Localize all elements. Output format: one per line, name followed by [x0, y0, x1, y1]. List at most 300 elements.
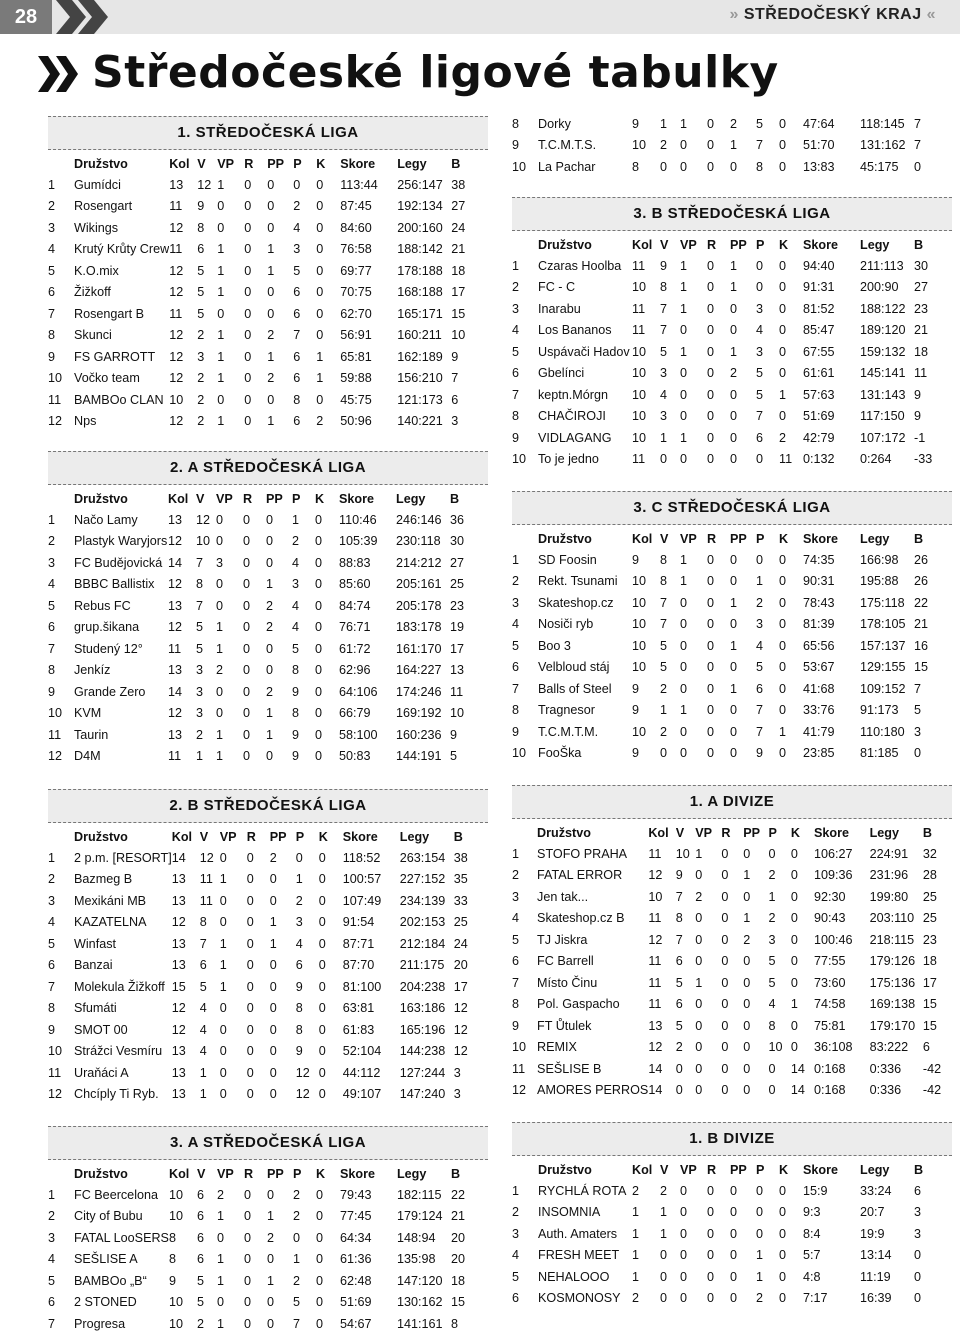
- table-cell: 1: [730, 681, 738, 696]
- table-cell: 109:36: [814, 868, 853, 883]
- table-cell: 7: [914, 681, 922, 696]
- column-header: B: [450, 1166, 461, 1181]
- table-cell: 5: [292, 1295, 300, 1310]
- table-cell: 205:178: [396, 598, 442, 613]
- table-cell: 4: [295, 936, 303, 951]
- table-cell: 10: [512, 746, 527, 761]
- table-cell: 11: [48, 727, 62, 742]
- table-cell: 0: [779, 366, 787, 381]
- table-row: [512, 277, 944, 299]
- team-name: T.C.M.T.S.: [538, 138, 597, 153]
- table-cell: 0: [316, 199, 324, 214]
- table-cell: 15: [171, 979, 186, 994]
- table-cell: 0: [914, 1248, 922, 1263]
- table-cell: 0: [243, 1273, 251, 1288]
- table-cell: 1: [660, 703, 668, 718]
- table-cell: 4: [292, 598, 300, 613]
- table-cell: 26: [914, 552, 929, 567]
- table-cell: 1: [48, 1187, 56, 1202]
- table-cell: 2: [266, 1230, 274, 1245]
- team-name: Gumídci: [74, 177, 121, 192]
- table-row: [512, 406, 944, 428]
- column-header: PP: [267, 156, 284, 171]
- column-header: Skore: [340, 156, 376, 171]
- table-cell: 211:175: [399, 958, 445, 973]
- league-title: 1. STŘEDOČESKÁ LIGA: [48, 116, 488, 150]
- standings-table: [512, 113, 944, 178]
- table-cell: 51:70: [803, 138, 835, 153]
- table-cell: 263:154: [399, 850, 446, 865]
- table-cell: 1: [216, 1273, 224, 1288]
- table-cell: 33: [453, 893, 468, 908]
- table-cell: 0: [216, 598, 224, 613]
- table-cell: 5: [450, 749, 458, 764]
- table-cell: 3: [756, 617, 764, 632]
- table-cell: 0: [695, 1040, 703, 1055]
- table-row: [512, 427, 944, 449]
- table-row: [512, 843, 952, 865]
- table-cell: 7: [512, 387, 520, 402]
- table-cell: 7: [512, 975, 520, 990]
- table-cell: 9: [632, 681, 640, 696]
- standings-table: [512, 528, 944, 764]
- table-cell: 0: [244, 285, 252, 300]
- column-header: P: [295, 829, 305, 844]
- table-cell: 0: [246, 872, 254, 887]
- column-header: [512, 528, 538, 549]
- table-cell: 67:55: [803, 344, 835, 359]
- table-row: [512, 1015, 952, 1037]
- table-row: [512, 1037, 952, 1059]
- table-cell: 5: [914, 703, 922, 718]
- table-cell: 14: [168, 555, 183, 570]
- league-3a-continued: [512, 110, 952, 178]
- team-name: Balls of Steel: [538, 681, 612, 696]
- table-cell: 0: [315, 577, 323, 592]
- table-cell: 0: [695, 1061, 703, 1076]
- table-cell: 50:83: [339, 749, 371, 764]
- table-cell: 1: [756, 1269, 764, 1284]
- column-header: V: [197, 156, 206, 171]
- table-cell: 0: [730, 1205, 738, 1220]
- table-cell: 0: [315, 1295, 323, 1310]
- table-cell: 11: [168, 641, 182, 656]
- table-cell: 33:24: [860, 1183, 892, 1198]
- table-cell: 7: [293, 328, 301, 343]
- table-cell: 230:118: [396, 534, 441, 549]
- table-cell: 6: [295, 958, 303, 973]
- team-name: Boo 3: [538, 638, 571, 653]
- table-cell: 0: [680, 660, 688, 675]
- team-name: Místo Činu: [537, 975, 598, 990]
- table-cell: 1: [216, 1316, 224, 1331]
- table-cell: 8:4: [803, 1226, 821, 1241]
- table-row: [512, 156, 944, 178]
- table-cell: 1: [730, 344, 738, 359]
- team-name: keptn.Mórgn: [538, 387, 609, 402]
- table-cell: 9: [512, 724, 520, 739]
- team-name: RYCHLÁ ROTA: [538, 1183, 627, 1198]
- table-cell: 11: [648, 975, 662, 990]
- table-cell: 105:39: [339, 534, 378, 549]
- table-cell: 52:104: [342, 1044, 382, 1059]
- table-cell: 0: [243, 1187, 251, 1202]
- table-cell: 0: [315, 1187, 323, 1202]
- table-cell: 0: [756, 258, 764, 273]
- table-row: [512, 1223, 944, 1245]
- table-cell: 145:141: [860, 366, 906, 381]
- table-cell: 2: [216, 663, 224, 678]
- table-cell: 0: [266, 555, 274, 570]
- table-cell: 0: [219, 1065, 227, 1080]
- chevron-left-icon: «: [926, 6, 936, 23]
- table-cell: 0: [318, 1022, 326, 1037]
- table-cell: 0: [315, 534, 323, 549]
- column-header: Skore: [339, 491, 375, 506]
- table-cell: 6: [48, 1295, 56, 1310]
- table-cell: 90:43: [814, 911, 846, 926]
- table-cell: 0:168: [814, 1061, 846, 1076]
- table-cell: 0: [660, 746, 668, 761]
- table-cell: 0: [243, 706, 251, 721]
- team-name: CHAČIROJI: [538, 409, 606, 424]
- table-row: [512, 1058, 952, 1080]
- table-cell: 3: [451, 414, 459, 429]
- table-row: [512, 135, 944, 157]
- column-header: P: [756, 531, 765, 546]
- table-cell: 3: [512, 301, 520, 316]
- table-cell: 84:74: [339, 598, 371, 613]
- table-cell: 12: [648, 1040, 663, 1055]
- table-cell: 107:172: [860, 430, 906, 445]
- table-row: [512, 449, 944, 471]
- table-cell: 85:47: [803, 323, 835, 338]
- team-name: Studený 12°: [74, 641, 143, 656]
- table-cell: 4: [512, 323, 520, 338]
- table-cell: 7: [675, 932, 683, 947]
- table-cell: 81:100: [342, 979, 382, 994]
- table-cell: 0: [743, 997, 751, 1012]
- table-row: [512, 865, 952, 887]
- table-cell: 0: [790, 846, 798, 861]
- table-cell: 13: [171, 893, 186, 908]
- table-cell: 0: [707, 574, 715, 589]
- table-cell: 11: [169, 199, 183, 214]
- table-cell: 0: [680, 1248, 688, 1263]
- table-cell: 9: [292, 727, 300, 742]
- table-cell: 74:58: [814, 997, 846, 1012]
- table-cell: 3: [660, 409, 668, 424]
- table-cell: 9: [632, 703, 640, 718]
- column-header: Družstvo: [74, 491, 128, 506]
- table-header-row: [512, 822, 952, 843]
- table-cell: 7: [756, 703, 764, 718]
- table-cell: 12: [168, 534, 183, 549]
- column-header: K: [779, 237, 789, 252]
- table-cell: 6: [512, 660, 520, 675]
- table-cell: 4: [660, 387, 668, 402]
- table-cell: 129:155: [860, 660, 906, 675]
- table-cell: 15: [922, 1018, 937, 1033]
- table-cell: 121:173: [397, 392, 443, 407]
- table-cell: 5: [292, 641, 300, 656]
- table-cell: 0: [707, 552, 715, 567]
- team-name: SEŠLISE B: [537, 1061, 602, 1076]
- table-cell: 0: [219, 893, 227, 908]
- table-cell: 1: [48, 850, 56, 865]
- table-cell: 6: [293, 414, 301, 429]
- table-cell: 188:142: [397, 242, 443, 257]
- table-row: [512, 384, 944, 406]
- table-cell: 148:94: [396, 1230, 436, 1245]
- table-cell: 0: [269, 1022, 277, 1037]
- table-cell: 0: [721, 932, 729, 947]
- table-cell: 66:79: [339, 706, 371, 721]
- table-cell: 0: [730, 617, 738, 632]
- page-title: Středočeské ligové tabulky: [92, 47, 779, 98]
- table-cell: 1: [680, 552, 688, 567]
- table-cell: 2: [768, 911, 776, 926]
- table-cell: 1: [695, 846, 703, 861]
- table-cell: 65:81: [340, 349, 372, 364]
- table-cell: 6: [675, 997, 683, 1012]
- table-cell: 10: [48, 371, 63, 386]
- column-header: PP: [266, 1166, 284, 1181]
- table-cell: 0: [216, 706, 224, 721]
- table-cell: 2: [267, 371, 275, 386]
- table-cell: 25: [922, 889, 937, 904]
- table-cell: 0: [243, 1209, 251, 1224]
- team-name: TJ Jiskra: [537, 932, 588, 947]
- column-header: K: [779, 1162, 789, 1177]
- league-2b: [48, 789, 488, 1105]
- column-header: [48, 826, 74, 847]
- table-cell: 1: [660, 430, 668, 445]
- table-cell: 1: [267, 349, 275, 364]
- table-cell: 49:107: [342, 1087, 382, 1102]
- table-cell: 3: [453, 1087, 461, 1102]
- table-cell: 130:162: [396, 1295, 443, 1310]
- table-cell: 0: [779, 681, 787, 696]
- table-cell: 3: [756, 301, 764, 316]
- table-cell: 5: [756, 387, 764, 402]
- table-cell: 13:83: [803, 159, 835, 174]
- table-cell: 0: [768, 846, 776, 861]
- table-cell: 0: [707, 1226, 715, 1241]
- table-cell: 1: [267, 414, 275, 429]
- table-cell: 4: [199, 1044, 207, 1059]
- division-1b: [512, 1122, 952, 1309]
- table-cell: 16: [914, 638, 929, 653]
- table-row: [48, 574, 480, 596]
- table-cell: 106:27: [814, 846, 853, 861]
- table-cell: 174:246: [396, 684, 442, 699]
- column-header: [512, 234, 538, 255]
- table-cell: 1: [217, 414, 225, 429]
- table-cell: 45:175: [860, 159, 899, 174]
- table-cell: 0: [680, 1269, 688, 1284]
- table-cell: 8: [295, 1001, 303, 1016]
- table-cell: 2: [196, 1316, 204, 1331]
- column-header: [48, 488, 74, 509]
- column-header: R: [246, 829, 256, 844]
- team-name: Načo Lamy: [74, 512, 138, 527]
- table-cell: 7: [756, 724, 764, 739]
- table-cell: 12: [168, 706, 183, 721]
- table-cell: 0: [695, 954, 703, 969]
- table-cell: 18: [450, 1273, 465, 1288]
- table-cell: 5: [293, 263, 301, 278]
- table-cell: 12: [48, 749, 63, 764]
- table-cell: 9: [48, 349, 56, 364]
- column-header: VP: [695, 825, 713, 840]
- table-row: [512, 929, 952, 951]
- table-cell: 5: [768, 975, 776, 990]
- table-cell: 0: [244, 328, 252, 343]
- column-header: PP: [743, 825, 761, 840]
- table-cell: 0: [217, 220, 225, 235]
- table-cell: 11: [779, 452, 793, 467]
- table-cell: 0: [680, 387, 688, 402]
- table-cell: 192:134: [397, 199, 443, 214]
- table-cell: 11: [632, 452, 646, 467]
- table-cell: 9: [512, 138, 520, 153]
- table-cell: 4: [512, 1248, 520, 1263]
- table-cell: 23: [914, 301, 929, 316]
- table-cell: 100:57: [342, 872, 382, 887]
- table-cell: 0: [675, 1083, 683, 1098]
- table-cell: 131:162: [860, 138, 906, 153]
- table-cell: 2: [267, 328, 275, 343]
- table-cell: 162:189: [397, 349, 443, 364]
- table-row: [48, 196, 481, 218]
- table-cell: 0: [721, 846, 729, 861]
- table-cell: 1: [768, 889, 776, 904]
- table-cell: 12: [295, 1065, 310, 1080]
- column-header: VP: [219, 829, 237, 844]
- table-cell: 8: [292, 663, 300, 678]
- table-cell: 7: [48, 306, 56, 321]
- table-cell: 10: [451, 328, 466, 343]
- table-cell: 0: [756, 552, 764, 567]
- team-name: Strážci Vesmíru: [74, 1044, 163, 1059]
- table-cell: 0: [730, 1183, 738, 1198]
- table-cell: 63:81: [342, 1001, 375, 1016]
- table-cell: 0: [790, 889, 798, 904]
- table-cell: 12: [512, 1083, 527, 1098]
- team-name: KAZATELNA: [74, 915, 147, 930]
- table-cell: 1: [512, 258, 520, 273]
- table-cell: 1: [199, 1065, 207, 1080]
- table-row: [48, 746, 480, 768]
- table-cell: 0: [266, 749, 274, 764]
- table-row: [48, 389, 481, 411]
- table-cell: 2: [675, 1040, 683, 1055]
- table-cell: 0: [680, 617, 688, 632]
- table-cell: 8: [48, 1001, 56, 1016]
- table-cell: 200:90: [860, 280, 899, 295]
- table-cell: 0: [293, 177, 301, 192]
- table-cell: 8: [196, 577, 204, 592]
- table-cell: 12: [453, 1001, 468, 1016]
- team-name: BAMBOo „B“: [74, 1273, 147, 1288]
- table-cell: 0: [707, 409, 715, 424]
- table-cell: 159:132: [860, 344, 906, 359]
- column-header: [48, 153, 74, 174]
- table-row: [512, 341, 944, 363]
- table-cell: 2: [292, 1209, 300, 1224]
- table-cell: 8: [197, 220, 205, 235]
- table-cell: 9: [168, 1273, 176, 1288]
- table-cell: 12: [171, 1022, 186, 1037]
- table-cell: 169:192: [396, 706, 442, 721]
- table-row: [512, 886, 952, 908]
- table-cell: 64:106: [339, 684, 378, 699]
- table-cell: 1: [266, 577, 274, 592]
- table-cell: 0: [790, 954, 798, 969]
- table-cell: 0: [680, 638, 688, 653]
- table-cell: 0: [707, 660, 715, 675]
- table-cell: 69:77: [340, 263, 372, 278]
- table-cell: 0: [246, 1022, 254, 1037]
- column-header: VP: [216, 1166, 234, 1181]
- table-cell: 0: [660, 452, 668, 467]
- table-cell: 85:60: [339, 577, 371, 592]
- table-cell: 32: [922, 846, 937, 861]
- team-name: SEŠLISE A: [74, 1252, 138, 1267]
- table-cell: 12: [169, 328, 184, 343]
- table-row: [48, 933, 484, 955]
- table-cell: 0: [246, 850, 254, 865]
- column-header: R: [243, 491, 253, 506]
- table-cell: 12: [199, 850, 214, 865]
- table-cell: 0: [730, 1226, 738, 1241]
- table-cell: 1: [48, 512, 56, 527]
- table-cell: 3: [48, 893, 56, 908]
- table-cell: 0: [243, 555, 251, 570]
- table-cell: 2: [48, 534, 56, 549]
- table-cell: 7: [451, 371, 459, 386]
- table-cell: 8: [632, 159, 640, 174]
- table-cell: 0: [217, 392, 225, 407]
- table-cell: 2: [660, 138, 668, 153]
- table-header-row: [512, 1159, 944, 1180]
- table-cell: 0: [269, 979, 277, 994]
- table-row: [512, 1288, 944, 1310]
- table-cell: 160:211: [397, 328, 442, 343]
- table-cell: 0: [743, 1083, 751, 1098]
- column-header: P: [756, 237, 765, 252]
- table-cell: 3: [48, 1230, 56, 1245]
- table-cell: 6: [675, 954, 683, 969]
- table-cell: 64:34: [339, 1230, 372, 1245]
- table-cell: 12: [169, 414, 184, 429]
- table-cell: 0: [680, 746, 688, 761]
- column-header: PP: [266, 491, 283, 506]
- table-cell: 3: [196, 663, 204, 678]
- table-cell: 45:75: [340, 392, 372, 407]
- table-cell: 1: [217, 263, 225, 278]
- team-name: FC Beercelona: [74, 1187, 158, 1202]
- table-cell: 1: [292, 1252, 300, 1267]
- table-cell: 0: [243, 534, 251, 549]
- table-cell: 0: [246, 958, 254, 973]
- region-text: STŘEDOČESKÝ KRAJ: [743, 6, 922, 23]
- team-name: FT Ůtulek: [537, 1018, 592, 1033]
- table-cell: 1: [730, 280, 738, 295]
- table-cell: 100:46: [814, 932, 853, 947]
- table-cell: 0: [318, 915, 326, 930]
